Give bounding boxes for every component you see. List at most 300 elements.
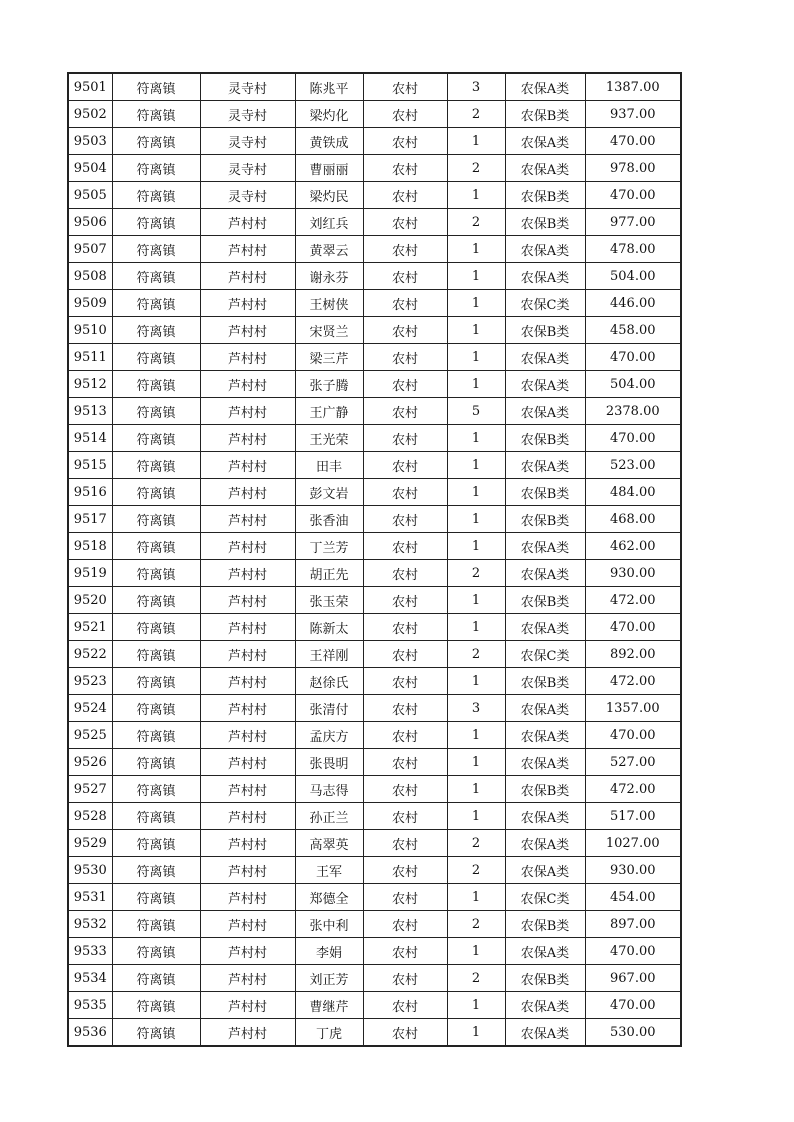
town-cell: 符离镇 (112, 128, 200, 155)
town-cell: 符离镇 (112, 236, 200, 263)
household-count-cell: 1 (447, 587, 505, 614)
table-row (68, 668, 681, 695)
amount-cell: 470.00 (585, 182, 681, 209)
town-cell: 符离镇 (112, 317, 200, 344)
household-count-cell: 2 (447, 101, 505, 128)
town-cell: 符离镇 (112, 965, 200, 992)
row-id-cell: 9535 (68, 992, 112, 1019)
area-cell: 农村 (363, 452, 447, 479)
amount-cell: 978.00 (585, 155, 681, 182)
village-cell: 灵寺村 (200, 182, 295, 209)
row-id-cell: 9511 (68, 344, 112, 371)
household-count-cell: 1 (447, 371, 505, 398)
category-cell: 农保A类 (505, 803, 585, 830)
category-cell: 农保B类 (505, 668, 585, 695)
name-cell: 宋贤兰 (295, 317, 363, 344)
row-id-cell: 9527 (68, 776, 112, 803)
row-id-cell: 9524 (68, 695, 112, 722)
name-cell: 张香油 (295, 506, 363, 533)
name-cell: 丁虎 (295, 1019, 363, 1047)
household-count-cell: 2 (447, 155, 505, 182)
village-cell: 芦村村 (200, 236, 295, 263)
village-cell: 芦村村 (200, 695, 295, 722)
village-cell: 芦村村 (200, 533, 295, 560)
table-row (68, 992, 681, 1019)
amount-cell: 470.00 (585, 128, 681, 155)
name-cell: 陈新太 (295, 614, 363, 641)
category-cell: 农保A类 (505, 830, 585, 857)
table-row (68, 857, 681, 884)
village-cell: 芦村村 (200, 209, 295, 236)
row-id-cell: 9501 (68, 73, 112, 101)
name-cell: 张畏明 (295, 749, 363, 776)
area-cell: 农村 (363, 884, 447, 911)
name-cell: 王光荣 (295, 425, 363, 452)
table-row (68, 722, 681, 749)
village-cell: 芦村村 (200, 425, 295, 452)
name-cell: 刘红兵 (295, 209, 363, 236)
amount-cell: 530.00 (585, 1019, 681, 1047)
table-row (68, 479, 681, 506)
area-cell: 农村 (363, 398, 447, 425)
amount-cell: 523.00 (585, 452, 681, 479)
area-cell: 农村 (363, 101, 447, 128)
area-cell: 农村 (363, 479, 447, 506)
table-row (68, 965, 681, 992)
table-row (68, 884, 681, 911)
area-cell: 农村 (363, 938, 447, 965)
amount-cell: 484.00 (585, 479, 681, 506)
row-id-cell: 9521 (68, 614, 112, 641)
category-cell: 农保A类 (505, 371, 585, 398)
row-id-cell: 9514 (68, 425, 112, 452)
village-cell: 芦村村 (200, 587, 295, 614)
household-count-cell: 2 (447, 830, 505, 857)
name-cell: 张玉荣 (295, 587, 363, 614)
household-count-cell: 3 (447, 695, 505, 722)
name-cell: 黄铁成 (295, 128, 363, 155)
village-cell: 芦村村 (200, 641, 295, 668)
town-cell: 符离镇 (112, 398, 200, 425)
area-cell: 农村 (363, 776, 447, 803)
table-row (68, 506, 681, 533)
amount-cell: 446.00 (585, 290, 681, 317)
amount-cell: 2378.00 (585, 398, 681, 425)
household-count-cell: 1 (447, 884, 505, 911)
name-cell: 郑德全 (295, 884, 363, 911)
area-cell: 农村 (363, 209, 447, 236)
table-row (68, 749, 681, 776)
benefit-table (67, 72, 682, 1047)
row-id-cell: 9512 (68, 371, 112, 398)
village-cell: 芦村村 (200, 560, 295, 587)
table-row (68, 587, 681, 614)
area-cell: 农村 (363, 560, 447, 587)
category-cell: 农保A类 (505, 344, 585, 371)
village-cell: 芦村村 (200, 965, 295, 992)
category-cell: 农保A类 (505, 128, 585, 155)
village-cell: 芦村村 (200, 371, 295, 398)
category-cell: 农保B类 (505, 479, 585, 506)
household-count-cell: 1 (447, 749, 505, 776)
village-cell: 芦村村 (200, 668, 295, 695)
row-id-cell: 9508 (68, 263, 112, 290)
household-count-cell: 3 (447, 73, 505, 101)
town-cell: 符离镇 (112, 992, 200, 1019)
amount-cell: 930.00 (585, 857, 681, 884)
town-cell: 符离镇 (112, 803, 200, 830)
table-row (68, 560, 681, 587)
category-cell: 农保A类 (505, 533, 585, 560)
amount-cell: 897.00 (585, 911, 681, 938)
name-cell: 梁灼化 (295, 101, 363, 128)
area-cell: 农村 (363, 73, 447, 101)
category-cell: 农保A类 (505, 1019, 585, 1047)
name-cell: 张清付 (295, 695, 363, 722)
household-count-cell: 1 (447, 182, 505, 209)
household-count-cell: 1 (447, 128, 505, 155)
table-row (68, 263, 681, 290)
row-id-cell: 9513 (68, 398, 112, 425)
town-cell: 符离镇 (112, 155, 200, 182)
village-cell: 芦村村 (200, 344, 295, 371)
town-cell: 符离镇 (112, 722, 200, 749)
household-count-cell: 1 (447, 317, 505, 344)
name-cell: 曹继芹 (295, 992, 363, 1019)
household-count-cell: 1 (447, 425, 505, 452)
town-cell: 符离镇 (112, 884, 200, 911)
town-cell: 符离镇 (112, 425, 200, 452)
table-row (68, 182, 681, 209)
table-body (68, 73, 681, 1046)
name-cell: 张中利 (295, 911, 363, 938)
amount-cell: 977.00 (585, 209, 681, 236)
category-cell: 农保A类 (505, 722, 585, 749)
household-count-cell: 1 (447, 506, 505, 533)
category-cell: 农保B类 (505, 776, 585, 803)
village-cell: 芦村村 (200, 776, 295, 803)
household-count-cell: 1 (447, 722, 505, 749)
amount-cell: 517.00 (585, 803, 681, 830)
row-id-cell: 9529 (68, 830, 112, 857)
row-id-cell: 9507 (68, 236, 112, 263)
row-id-cell: 9531 (68, 884, 112, 911)
table-row (68, 371, 681, 398)
household-count-cell: 1 (447, 290, 505, 317)
table-row (68, 128, 681, 155)
amount-cell: 470.00 (585, 938, 681, 965)
household-count-cell: 1 (447, 263, 505, 290)
table-row (68, 830, 681, 857)
area-cell: 农村 (363, 182, 447, 209)
household-count-cell: 2 (447, 857, 505, 884)
name-cell: 梁灼民 (295, 182, 363, 209)
village-cell: 芦村村 (200, 749, 295, 776)
village-cell: 灵寺村 (200, 128, 295, 155)
row-id-cell: 9502 (68, 101, 112, 128)
town-cell: 符离镇 (112, 911, 200, 938)
area-cell: 农村 (363, 236, 447, 263)
name-cell: 赵徐氏 (295, 668, 363, 695)
row-id-cell: 9506 (68, 209, 112, 236)
row-id-cell: 9534 (68, 965, 112, 992)
town-cell: 符离镇 (112, 371, 200, 398)
area-cell: 农村 (363, 587, 447, 614)
category-cell: 农保A类 (505, 155, 585, 182)
town-cell: 符离镇 (112, 182, 200, 209)
area-cell: 农村 (363, 506, 447, 533)
amount-cell: 472.00 (585, 587, 681, 614)
village-cell: 芦村村 (200, 317, 295, 344)
village-cell: 芦村村 (200, 830, 295, 857)
category-cell: 农保C类 (505, 290, 585, 317)
name-cell: 孟庆方 (295, 722, 363, 749)
table-row (68, 236, 681, 263)
name-cell: 王广静 (295, 398, 363, 425)
household-count-cell: 5 (447, 398, 505, 425)
village-cell: 芦村村 (200, 290, 295, 317)
category-cell: 农保A类 (505, 263, 585, 290)
amount-cell: 527.00 (585, 749, 681, 776)
name-cell: 谢永芬 (295, 263, 363, 290)
area-cell: 农村 (363, 992, 447, 1019)
name-cell: 王军 (295, 857, 363, 884)
category-cell: 农保A类 (505, 749, 585, 776)
household-count-cell: 1 (447, 776, 505, 803)
category-cell: 农保B类 (505, 101, 585, 128)
area-cell: 农村 (363, 965, 447, 992)
town-cell: 符离镇 (112, 695, 200, 722)
table-row (68, 695, 681, 722)
category-cell: 农保C类 (505, 641, 585, 668)
village-cell: 芦村村 (200, 479, 295, 506)
row-id-cell: 9530 (68, 857, 112, 884)
area-cell: 农村 (363, 641, 447, 668)
row-id-cell: 9510 (68, 317, 112, 344)
town-cell: 符离镇 (112, 587, 200, 614)
amount-cell: 462.00 (585, 533, 681, 560)
household-count-cell: 2 (447, 911, 505, 938)
name-cell: 黄翠云 (295, 236, 363, 263)
household-count-cell: 2 (447, 641, 505, 668)
row-id-cell: 9528 (68, 803, 112, 830)
village-cell: 芦村村 (200, 938, 295, 965)
name-cell: 胡正先 (295, 560, 363, 587)
area-cell: 农村 (363, 722, 447, 749)
name-cell: 丁兰芳 (295, 533, 363, 560)
table-row (68, 398, 681, 425)
town-cell: 符离镇 (112, 938, 200, 965)
category-cell: 农保B类 (505, 317, 585, 344)
area-cell: 农村 (363, 668, 447, 695)
amount-cell: 478.00 (585, 236, 681, 263)
category-cell: 农保A类 (505, 614, 585, 641)
area-cell: 农村 (363, 533, 447, 560)
table-row (68, 452, 681, 479)
area-cell: 农村 (363, 263, 447, 290)
town-cell: 符离镇 (112, 668, 200, 695)
household-count-cell: 1 (447, 236, 505, 263)
town-cell: 符离镇 (112, 614, 200, 641)
table-row (68, 425, 681, 452)
category-cell: 农保A类 (505, 992, 585, 1019)
name-cell: 梁三芹 (295, 344, 363, 371)
amount-cell: 470.00 (585, 614, 681, 641)
town-cell: 符离镇 (112, 533, 200, 560)
amount-cell: 472.00 (585, 776, 681, 803)
household-count-cell: 1 (447, 452, 505, 479)
row-id-cell: 9504 (68, 155, 112, 182)
area-cell: 农村 (363, 830, 447, 857)
village-cell: 灵寺村 (200, 73, 295, 101)
household-count-cell: 2 (447, 209, 505, 236)
village-cell: 灵寺村 (200, 155, 295, 182)
row-id-cell: 9509 (68, 290, 112, 317)
household-count-cell: 1 (447, 533, 505, 560)
name-cell: 李娟 (295, 938, 363, 965)
name-cell: 孙正兰 (295, 803, 363, 830)
town-cell: 符离镇 (112, 209, 200, 236)
amount-cell: 472.00 (585, 668, 681, 695)
category-cell: 农保B类 (505, 182, 585, 209)
table-row (68, 776, 681, 803)
category-cell: 农保B类 (505, 965, 585, 992)
amount-cell: 504.00 (585, 263, 681, 290)
table-row (68, 344, 681, 371)
town-cell: 符离镇 (112, 506, 200, 533)
town-cell: 符离镇 (112, 344, 200, 371)
village-cell: 芦村村 (200, 884, 295, 911)
household-count-cell: 2 (447, 965, 505, 992)
table-row (68, 1019, 681, 1047)
amount-cell: 454.00 (585, 884, 681, 911)
area-cell: 农村 (363, 425, 447, 452)
town-cell: 符离镇 (112, 101, 200, 128)
row-id-cell: 9532 (68, 911, 112, 938)
table-row (68, 803, 681, 830)
area-cell: 农村 (363, 128, 447, 155)
row-id-cell: 9503 (68, 128, 112, 155)
household-count-cell: 1 (447, 992, 505, 1019)
row-id-cell: 9526 (68, 749, 112, 776)
row-id-cell: 9517 (68, 506, 112, 533)
village-cell: 芦村村 (200, 398, 295, 425)
town-cell: 符离镇 (112, 776, 200, 803)
town-cell: 符离镇 (112, 1019, 200, 1047)
amount-cell: 470.00 (585, 992, 681, 1019)
village-cell: 芦村村 (200, 722, 295, 749)
row-id-cell: 9536 (68, 1019, 112, 1047)
town-cell: 符离镇 (112, 73, 200, 101)
category-cell: 农保A类 (505, 938, 585, 965)
town-cell: 符离镇 (112, 452, 200, 479)
name-cell: 彭文岩 (295, 479, 363, 506)
name-cell: 王祥刚 (295, 641, 363, 668)
area-cell: 农村 (363, 857, 447, 884)
category-cell: 农保A类 (505, 452, 585, 479)
category-cell: 农保A类 (505, 560, 585, 587)
town-cell: 符离镇 (112, 560, 200, 587)
area-cell: 农村 (363, 155, 447, 182)
table-row (68, 73, 681, 101)
row-id-cell: 9516 (68, 479, 112, 506)
household-count-cell: 1 (447, 938, 505, 965)
town-cell: 符离镇 (112, 830, 200, 857)
amount-cell: 967.00 (585, 965, 681, 992)
row-id-cell: 9520 (68, 587, 112, 614)
town-cell: 符离镇 (112, 479, 200, 506)
area-cell: 农村 (363, 695, 447, 722)
name-cell: 王树侠 (295, 290, 363, 317)
village-cell: 芦村村 (200, 857, 295, 884)
village-cell: 芦村村 (200, 992, 295, 1019)
town-cell: 符离镇 (112, 263, 200, 290)
amount-cell: 937.00 (585, 101, 681, 128)
table-row (68, 533, 681, 560)
household-count-cell: 1 (447, 344, 505, 371)
table-row (68, 938, 681, 965)
town-cell: 符离镇 (112, 290, 200, 317)
amount-cell: 892.00 (585, 641, 681, 668)
row-id-cell: 9533 (68, 938, 112, 965)
amount-cell: 470.00 (585, 344, 681, 371)
household-count-cell: 1 (447, 479, 505, 506)
category-cell: 农保C类 (505, 884, 585, 911)
name-cell: 陈兆平 (295, 73, 363, 101)
name-cell: 张子腾 (295, 371, 363, 398)
row-id-cell: 9525 (68, 722, 112, 749)
category-cell: 农保A类 (505, 236, 585, 263)
table-row (68, 290, 681, 317)
row-id-cell: 9518 (68, 533, 112, 560)
area-cell: 农村 (363, 371, 447, 398)
village-cell: 芦村村 (200, 506, 295, 533)
village-cell: 芦村村 (200, 614, 295, 641)
area-cell: 农村 (363, 290, 447, 317)
amount-cell: 1027.00 (585, 830, 681, 857)
category-cell: 农保B类 (505, 911, 585, 938)
table-row (68, 641, 681, 668)
village-cell: 芦村村 (200, 263, 295, 290)
area-cell: 农村 (363, 911, 447, 938)
table-row (68, 911, 681, 938)
category-cell: 农保A类 (505, 695, 585, 722)
village-cell: 灵寺村 (200, 101, 295, 128)
household-count-cell: 1 (447, 668, 505, 695)
town-cell: 符离镇 (112, 857, 200, 884)
village-cell: 芦村村 (200, 911, 295, 938)
amount-cell: 468.00 (585, 506, 681, 533)
table-row (68, 101, 681, 128)
name-cell: 马志得 (295, 776, 363, 803)
village-cell: 芦村村 (200, 452, 295, 479)
area-cell: 农村 (363, 344, 447, 371)
area-cell: 农村 (363, 317, 447, 344)
household-count-cell: 1 (447, 1019, 505, 1047)
village-cell: 芦村村 (200, 803, 295, 830)
category-cell: 农保A类 (505, 857, 585, 884)
category-cell: 农保B类 (505, 209, 585, 236)
name-cell: 刘正芳 (295, 965, 363, 992)
row-id-cell: 9505 (68, 182, 112, 209)
amount-cell: 930.00 (585, 560, 681, 587)
name-cell: 曹丽丽 (295, 155, 363, 182)
name-cell: 田丰 (295, 452, 363, 479)
amount-cell: 470.00 (585, 722, 681, 749)
household-count-cell: 2 (447, 560, 505, 587)
amount-cell: 1387.00 (585, 73, 681, 101)
table-row (68, 614, 681, 641)
